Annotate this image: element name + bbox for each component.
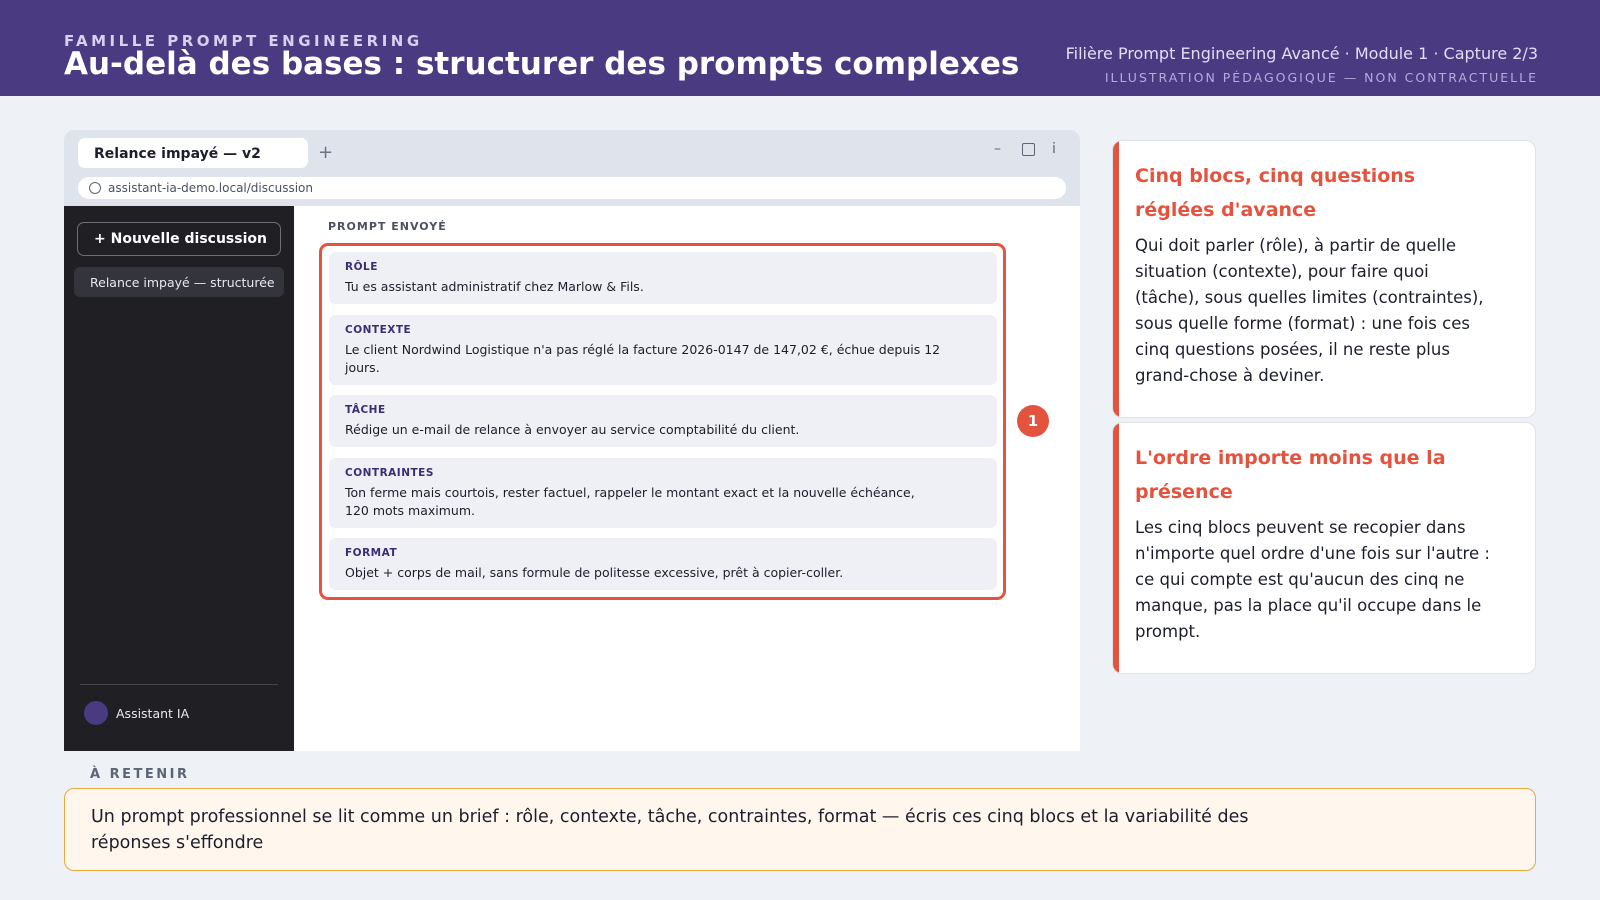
page-title: Au-delà des bases : structurer des prompts complexes: [64, 46, 1020, 82]
info-icon[interactable]: i: [1052, 141, 1056, 157]
prompt-highlight-box: [319, 243, 1006, 600]
block-text: Ton ferme mais courtois, rester factuel, rappeler le montant exact et la nouvelle échéance, 120 mots maximum.: [345, 485, 915, 518]
card-title: L'ordre importe moins que la présence: [1135, 447, 1446, 503]
card-body: Qui doit parler (rôle), à partir de quelle situation (contexte), pour faire quoi (tâche), sous quelles limites (contraintes), sous quelle forme (format) : une fois ces cinq questions posées, il ne reste plus grand-chose à deviner.: [1135, 236, 1484, 385]
series-eyebrow: FAMILLE PROMPT ENGINEERING: [64, 32, 423, 50]
block-label: CONTRAINTES: [345, 467, 434, 479]
site-info-icon: [89, 182, 101, 194]
prompt-block-constraints: [329, 458, 997, 528]
block-label: TÂCHE: [345, 404, 386, 416]
prompt-block-context: [329, 315, 997, 385]
history-item[interactable]: Relance impayé — structurée: [74, 267, 284, 297]
disclaimer-note: ILLUSTRATION PÉDAGOGIQUE — NON CONTRACTUELLE: [1104, 70, 1538, 85]
maximize-icon[interactable]: [1022, 143, 1035, 156]
info-card-five-blocks: [1112, 140, 1536, 418]
block-text: Tu es assistant administratif chez Marlow & Fils.: [345, 279, 644, 294]
assistant-name: Assistant IA: [116, 706, 190, 721]
url-text: assistant-ia-demo.local/discussion: [108, 181, 313, 195]
prompt-block-task: [329, 395, 997, 447]
block-text: Objet + corps de mail, sans formule de politesse excessive, prêt à copier-coller.: [345, 565, 844, 580]
callout-marker: 1: [1017, 405, 1049, 437]
browser-window: [64, 130, 1080, 751]
card-title: Cinq blocs, cinq questions réglées d'avance: [1135, 165, 1416, 221]
browser-tab[interactable]: Relance impayé — v2: [78, 138, 308, 168]
module-info: Filière Prompt Engineering Avancé · Module 1 · Capture 2/3: [1065, 44, 1538, 63]
block-label: RÔLE: [345, 261, 378, 273]
chat-sidebar: [64, 206, 294, 751]
takeaway-box: Un prompt professionnel se lit comme un brief : rôle, contexte, tâche, contraintes, format — écris ces cinq blocs et la variabilité des réponses s'effondre: [64, 788, 1536, 871]
prompt-block-format: [329, 538, 997, 590]
info-card-order: [1112, 422, 1536, 674]
new-discussion-button[interactable]: + Nouvelle discussion: [77, 222, 281, 256]
takeaway-label: À RETENIR: [90, 767, 190, 782]
prompt-block-role: [329, 252, 997, 304]
assistant-avatar: [84, 701, 108, 725]
header-band: [0, 0, 1600, 96]
block-label: FORMAT: [345, 547, 398, 559]
block-text: Le client Nordwind Logistique n'a pas réglé la facture 2026-0147 de 147,02 €, échue depuis 12 jours.: [345, 342, 941, 375]
minimize-icon[interactable]: –: [994, 141, 1001, 157]
sidebar-divider: [80, 684, 278, 685]
prompt-section-label: PROMPT ENVOYÉ: [328, 220, 447, 233]
address-bar[interactable]: [78, 177, 1066, 199]
chat-content: [294, 206, 1080, 751]
block-text: Rédige un e-mail de relance à envoyer au service comptabilité du client.: [345, 422, 800, 437]
block-label: CONTEXTE: [345, 324, 412, 336]
new-tab-button[interactable]: +: [318, 142, 334, 163]
card-body: Les cinq blocs peuvent se recopier dans n'importe quel ordre d'une fois sur l'autre : ce qui compte est qu'aucun des cinq ne manque, pas la place qu'il occupe dans le prompt.: [1135, 518, 1490, 641]
